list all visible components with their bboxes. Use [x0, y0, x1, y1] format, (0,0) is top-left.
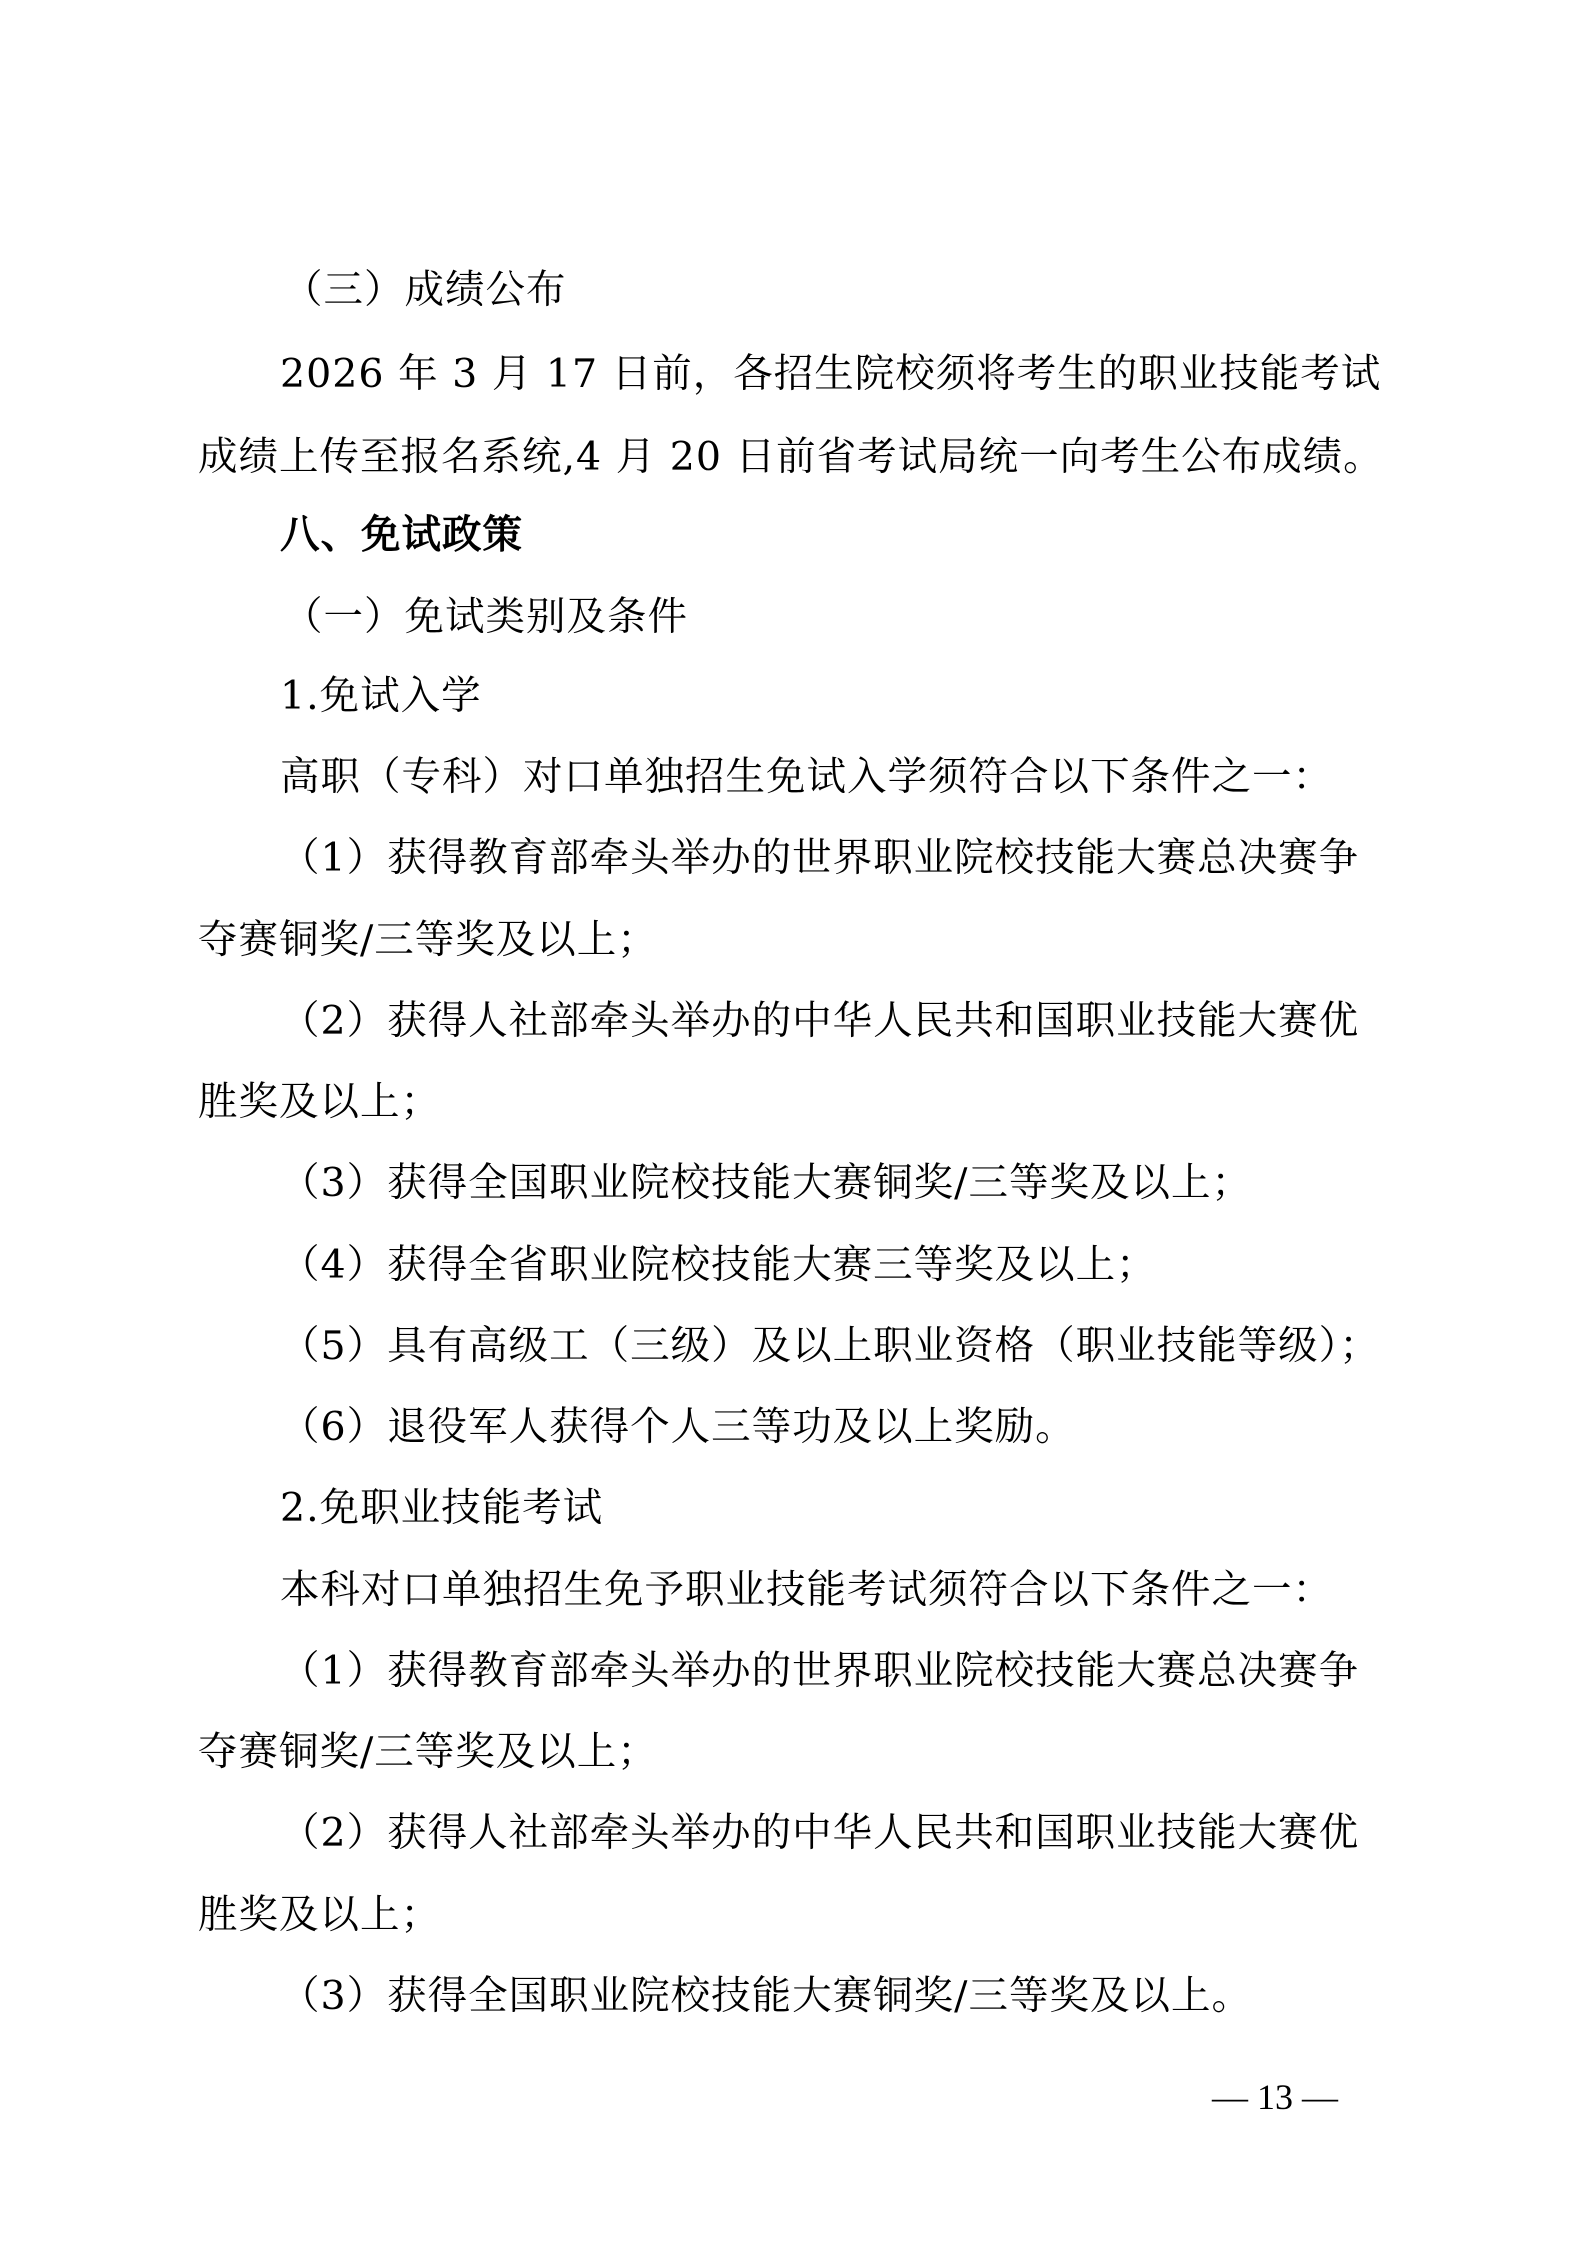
condition-line: （6）退役军人获得个人三等功及以上奖励。 [280, 1404, 1076, 1450]
item-intro: 本科对口单独招生免予职业技能考试须符合以下条件之一： [280, 1567, 1333, 1613]
condition-line: （1）获得教育部牵头举办的世界职业院校技能大赛总决赛争 [280, 1648, 1360, 1694]
item-title-exempt-skill-exam: 2.免职业技能考试 [280, 1485, 604, 1531]
condition-line: 胜奖及以上； [198, 1892, 441, 1938]
chapter-heading-exemption: 八、免试政策 [280, 512, 523, 558]
condition-line: （3）获得全国职业院校技能大赛铜奖/三等奖及以上； [280, 1160, 1252, 1206]
condition-line: 夺赛铜奖/三等奖及以上； [198, 917, 658, 963]
condition-line: （1）获得教育部牵头举办的世界职业院校技能大赛总决赛争 [280, 835, 1360, 881]
condition-line: （5）具有高级工（三级）及以上职业资格（职业技能等级）； [280, 1323, 1380, 1369]
section-heading-results: （三）成绩公布 [283, 267, 567, 313]
paragraph-line: 成绩上传至报名系统,4 月 20 日前省考试局统一向考生公布成绩。 [198, 434, 1384, 480]
condition-line: 胜奖及以上； [198, 1079, 441, 1125]
condition-line: （3）获得全国职业院校技能大赛铜奖/三等奖及以上。 [280, 1973, 1252, 2019]
condition-line: 夺赛铜奖/三等奖及以上； [198, 1729, 658, 1775]
section-heading-categories: （一）免试类别及条件 [283, 594, 688, 640]
paragraph-line: 2026 年 3 月 17 日前，各招生院校须将考生的职业技能考试 [280, 351, 1382, 397]
item-intro: 高职（专科）对口单独招生免试入学须符合以下条件之一： [280, 754, 1333, 800]
page-number: — 13 — [1212, 2077, 1338, 2117]
condition-line: （2）获得人社部牵头举办的中华人民共和国职业技能大赛优 [280, 1810, 1360, 1856]
item-title-exempt-admission: 1.免试入学 [280, 673, 482, 719]
condition-line: （4）获得全省职业院校技能大赛三等奖及以上； [280, 1242, 1157, 1288]
condition-line: （2）获得人社部牵头举办的中华人民共和国职业技能大赛优 [280, 998, 1360, 1044]
